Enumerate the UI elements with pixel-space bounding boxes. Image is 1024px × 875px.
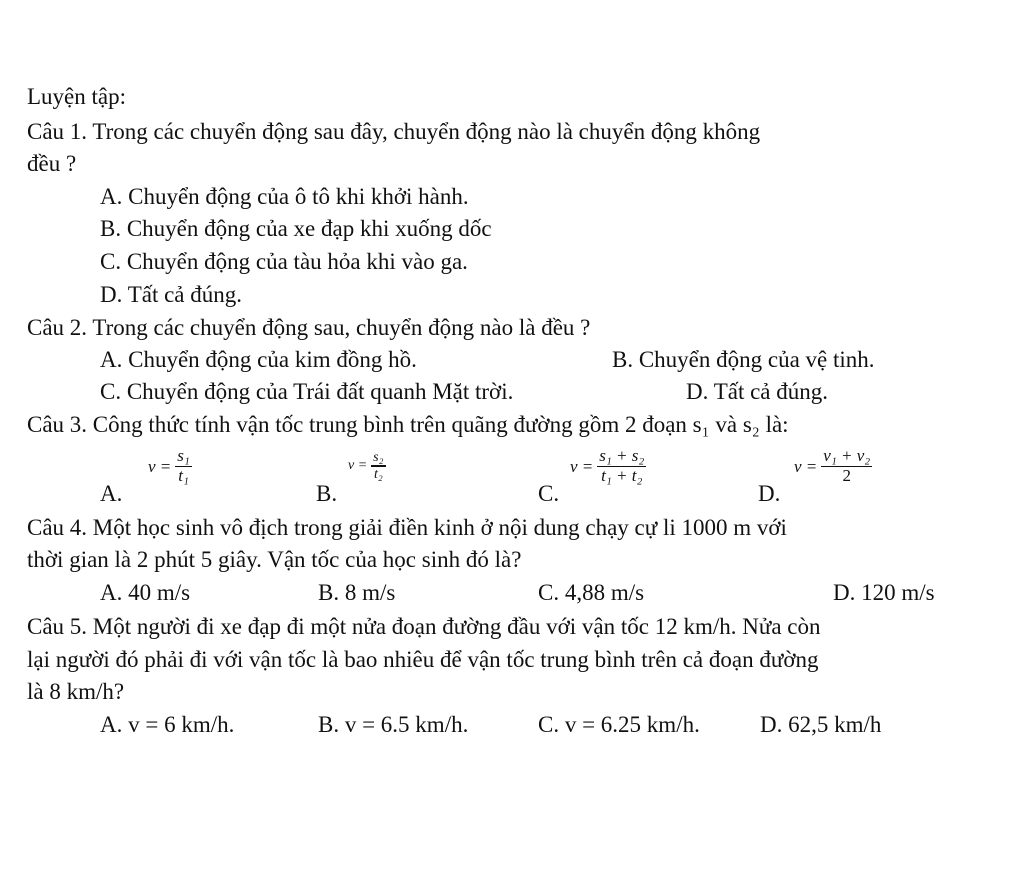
question-3-option-a-label: A.	[100, 481, 123, 506]
question-2-line-1: Câu 2. Trong các chuyển động sau, chuyển động nào là đều ?	[27, 315, 591, 340]
question-2-option-b: B. Chuyển động của vệ tinh.	[612, 347, 875, 372]
question-3-option-c-label: C.	[538, 481, 560, 506]
question-4-option-b: B. 8 m/s	[318, 580, 396, 605]
question-5-option-b: B. v = 6.5 km/h.	[318, 712, 469, 737]
question-1-line-1: Câu 1. Trong các chuyển động sau đây, chuyển động nào là chuyển động không	[27, 119, 761, 144]
question-5-line-1: Câu 5. Một người đi xe đạp đi một nửa đoạn đường đầu với vận tốc 12 km/h. Nửa còn	[27, 614, 821, 639]
question-4-option-a: A. 40 m/s	[100, 580, 191, 605]
question-1-option-b: B. Chuyển động của xe đạp khi xuống dốc	[100, 216, 492, 241]
question-3-formula-c	[570, 447, 646, 486]
question-2-option-c: C. Chuyển động của Trái đất quanh Mặt trời.	[100, 379, 514, 404]
question-4-option-c: C. 4,88 m/s	[538, 580, 645, 605]
formula-lhs: v =	[570, 456, 594, 476]
formula-numerator: v₁ + v₂	[823, 446, 871, 465]
question-1-option-c: C. Chuyển động của tàu hỏa khi vào ga.	[100, 249, 468, 274]
formula-denominator: t₂	[373, 466, 383, 482]
question-4-line-2: thời gian là 2 phút 5 giây. Vận tốc của học sinh đó là?	[27, 547, 522, 572]
question-5-option-d: D. 62,5 km/h	[760, 712, 882, 737]
formula-numerator: s₁	[177, 446, 190, 465]
question-5-line-2: lại người đó phải đi với vận tốc là bao nhiêu để vận tốc trung bình trên cả đoạn đường	[27, 647, 819, 672]
formula-lhs: v =	[348, 458, 368, 474]
formula-numerator: s₂	[373, 450, 384, 465]
question-5-option-a: A. v = 6 km/h.	[100, 712, 235, 737]
question-5-line-3: là 8 km/h?	[27, 679, 125, 704]
formula-numerator: s₁ + s₂	[599, 446, 645, 465]
question-5-option-c: C. v = 6.25 km/h.	[538, 712, 700, 737]
question-3-line-1: Câu 3. Công thức tính vận tốc trung bình trên quãng đường gồm 2 đoạn s₁ và s₂ là:	[27, 412, 789, 437]
question-3-formula-b	[348, 450, 386, 482]
section-title: Luyện tập:	[27, 84, 126, 109]
formula-denominator: 2	[842, 466, 851, 486]
question-1-option-d: D. Tất cả đúng.	[100, 282, 243, 307]
question-4-line-1: Câu 4. Một học sinh vô địch trong giải điền kinh ở nội dung chạy cự li 1000 m với	[27, 515, 787, 540]
question-2-option-a: A. Chuyển động của kim đồng hồ.	[100, 347, 417, 372]
question-1-line-2: đều ?	[27, 151, 77, 176]
formula-denominator: t₁ + t₂	[601, 466, 643, 486]
formula-lhs: v =	[148, 456, 172, 476]
formula-denominator: t₁	[178, 466, 189, 486]
question-2-option-d: D. Tất cả đúng.	[686, 379, 829, 404]
question-4-option-d: D. 120 m/s	[833, 580, 935, 605]
question-3-option-d-label: D.	[758, 481, 781, 506]
question-1-option-a: A. Chuyển động của ô tô khi khởi hành.	[100, 184, 469, 209]
question-3-formula-a	[148, 447, 192, 486]
question-3-formula-d	[794, 447, 872, 486]
question-3-option-b-label: B.	[316, 481, 338, 506]
formula-lhs: v =	[794, 456, 818, 476]
